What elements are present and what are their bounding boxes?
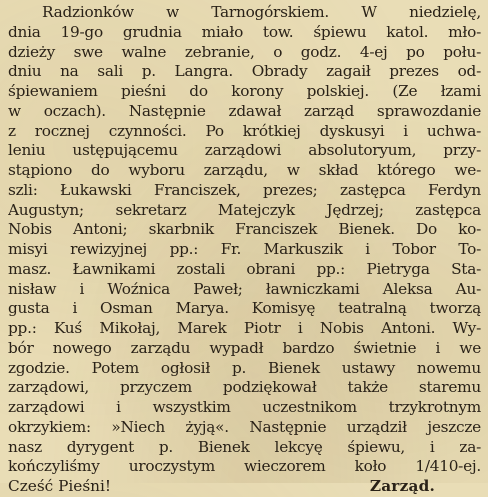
article-line: w oczach). Następnie zdawał zarząd sprawozdanie bbox=[8, 101, 481, 120]
article-line: masz. Ławnikami zostali obrani pp.: Pietryga Sta- bbox=[8, 259, 481, 278]
article-line: dniu na sali p. Langra. Obrady zagaił prezes od- bbox=[8, 62, 481, 81]
article-line: nasz dyrygent p. Bienek lekcyę śpiewu, i za- bbox=[8, 437, 481, 456]
article-line: kończyliśmy uroczystym wieczorem koło 1/410-ej. bbox=[8, 457, 481, 476]
article-line: misyi rewizyjnej pp.: Fr. Markuszik i Tobor To- bbox=[8, 240, 481, 258]
closing-row bbox=[8, 477, 481, 497]
article-line: Radzionków w Tarnogórskiem. W niedzielę, bbox=[42, 3, 481, 21]
closing-text: Cześć Pieśni! bbox=[8, 477, 112, 495]
article-line: dzieży swe walne zebranie, o godz. 4-ej po połu- bbox=[8, 42, 481, 61]
article-line: bór nowego zarządu wypadł bardzo świetnie i we bbox=[8, 338, 481, 357]
article-line: okrzykiem: »Niech żyją«. Następnie urządził jeszcze bbox=[8, 417, 481, 436]
article-line: zarządowi i wszystkim uczestnikom trzykrotnym bbox=[8, 398, 481, 416]
article-line: śpiewaniem pieśni do korony polskiej. (Ze łzami bbox=[8, 82, 481, 100]
article-line: leniu ustępującemu zarządowi absolutoryum, przy- bbox=[8, 141, 481, 160]
article-body bbox=[8, 3, 481, 497]
article-line: zarządowi, przyczem podziękował także staremu bbox=[8, 378, 481, 397]
article-line: stąpiono do wyboru zarządu, w skład którego we- bbox=[8, 161, 481, 179]
article-line: dnia 19-go grudnia miało tow. śpiewu katol. mło- bbox=[8, 22, 481, 41]
article-line: z rocznej czynności. Po krótkiej dyskusyi i uchwa- bbox=[8, 121, 481, 140]
signature: Zarząd. bbox=[369, 477, 435, 495]
article-line: zgodzie. Potem ogłosił p. Bienek ustawy nowemu bbox=[8, 358, 481, 377]
article-line: szli: Łukawski Franciszek, prezes; zastępca Ferdyn bbox=[8, 180, 481, 199]
article-line: gusta i Osman Marya. Komisyę teatralną tworzą bbox=[8, 299, 481, 318]
article-line: Augustyn; sekretarz Matejczyk Jędrzej; zastępca bbox=[8, 200, 481, 219]
article-line: pp.: Kuś Mikołaj, Marek Piotr i Nobis Antoni. Wy- bbox=[8, 319, 481, 337]
article-line: Nobis Antoni; skarbnik Franciszek Bienek. Do ko- bbox=[8, 220, 481, 239]
article-line: nisław i Woźnica Paweł; ławniczkami Aleksa Au- bbox=[8, 279, 481, 298]
